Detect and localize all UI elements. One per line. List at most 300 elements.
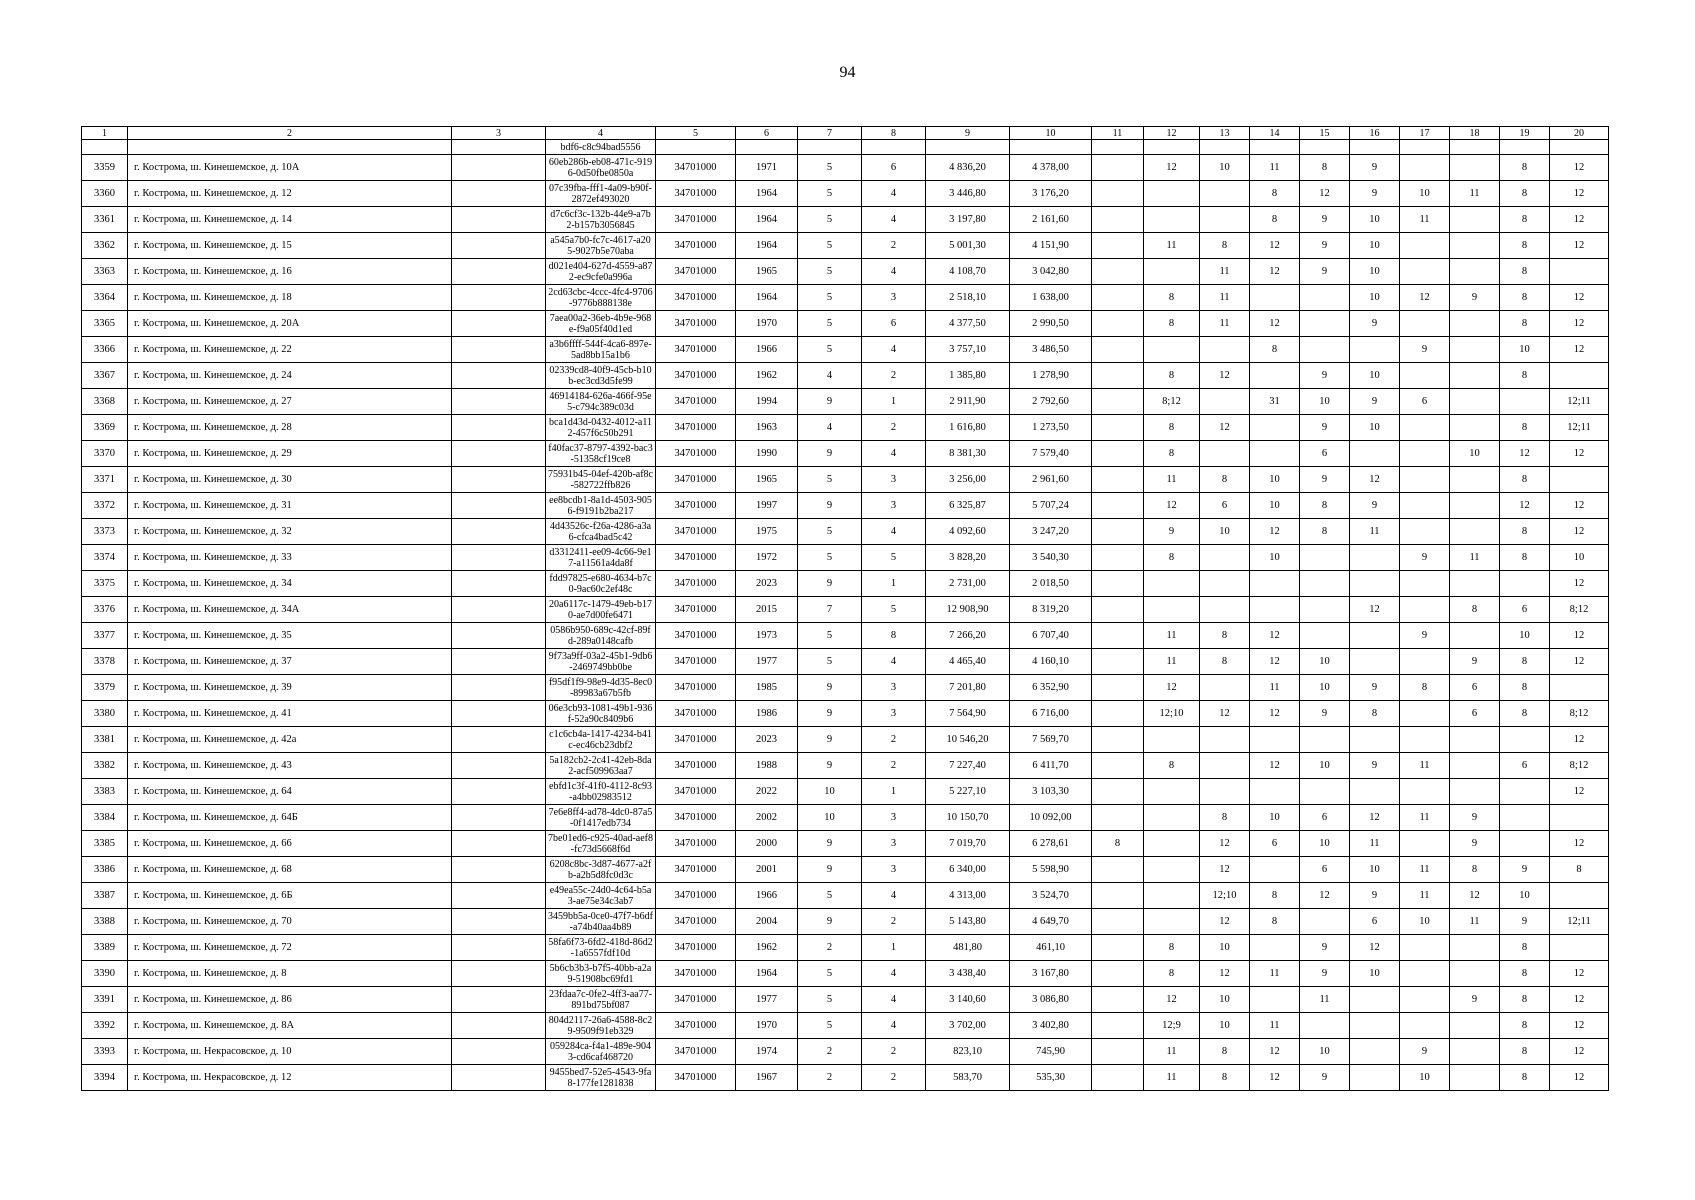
total-area-cell: 6 340,00 bbox=[926, 857, 1010, 883]
row-number-cell: 3383 bbox=[82, 779, 128, 805]
c13-cell: 11 bbox=[1200, 285, 1250, 311]
c11-cell bbox=[1092, 623, 1144, 649]
c12-cell: 8 bbox=[1144, 415, 1200, 441]
oktmo-cell: 34701000 bbox=[656, 285, 736, 311]
col3-cell bbox=[452, 779, 546, 805]
c11-cell bbox=[1092, 675, 1144, 701]
c13-cell bbox=[1200, 207, 1250, 233]
column-number-15: 15 bbox=[1300, 127, 1350, 140]
table-row bbox=[82, 961, 1609, 987]
total-area-cell: 2 731,00 bbox=[926, 571, 1010, 597]
year-cell: 1994 bbox=[736, 389, 798, 415]
c17-cell: 9 bbox=[1400, 545, 1450, 571]
total-area-cell: 5 143,80 bbox=[926, 909, 1010, 935]
floors-cell: 5 bbox=[798, 519, 862, 545]
column-number-7: 7 bbox=[798, 127, 862, 140]
c11-cell bbox=[1092, 181, 1144, 207]
c12-cell: 12;10 bbox=[1144, 701, 1200, 727]
living-area-cell: 461,10 bbox=[1010, 935, 1092, 961]
table-row bbox=[82, 285, 1609, 311]
c15-cell: 9 bbox=[1300, 207, 1350, 233]
c15-cell: 9 bbox=[1300, 701, 1350, 727]
c20-cell: 12 bbox=[1550, 155, 1609, 181]
c16-cell bbox=[1350, 545, 1400, 571]
c11-cell bbox=[1092, 259, 1144, 285]
row-number-cell: 3385 bbox=[82, 831, 128, 857]
c16-cell: 12 bbox=[1350, 805, 1400, 831]
c13-cell: 10 bbox=[1200, 155, 1250, 181]
c20-cell: 12 bbox=[1550, 1065, 1609, 1091]
c15-cell: 10 bbox=[1300, 649, 1350, 675]
c20-cell: 12 bbox=[1550, 1039, 1609, 1065]
year-cell: 1967 bbox=[736, 1065, 798, 1091]
living-area-cell: 4 378,00 bbox=[1010, 155, 1092, 181]
c13-cell bbox=[1200, 545, 1250, 571]
c14-cell bbox=[1250, 285, 1300, 311]
row-number-cell: 3381 bbox=[82, 727, 128, 753]
col3-cell bbox=[452, 1065, 546, 1091]
c12-cell: 8;12 bbox=[1144, 389, 1200, 415]
guid-cell: f95df1f9-98e9-4d35-8ec0-89983a67b5fb bbox=[546, 675, 656, 701]
c11-cell bbox=[1092, 909, 1144, 935]
total-area-cell: 7 201,80 bbox=[926, 675, 1010, 701]
c12-cell bbox=[1144, 831, 1200, 857]
guid-cell: bdf6-c8c94bad5556 bbox=[546, 140, 656, 155]
row-number-cell: 3387 bbox=[82, 883, 128, 909]
c18-cell: 9 bbox=[1450, 805, 1500, 831]
year-cell: 1970 bbox=[736, 311, 798, 337]
living-area-cell: 2 161,60 bbox=[1010, 207, 1092, 233]
row-number-cell: 3359 bbox=[82, 155, 128, 181]
floors-cell: 5 bbox=[798, 961, 862, 987]
living-area-cell: 3 524,70 bbox=[1010, 883, 1092, 909]
address-cell: г. Кострома, ш. Кинешемское, д. 8А bbox=[128, 1013, 452, 1039]
c18-cell bbox=[1450, 493, 1500, 519]
c14-cell bbox=[1250, 727, 1300, 753]
row-number-cell: 3363 bbox=[82, 259, 128, 285]
c11-cell bbox=[1092, 961, 1144, 987]
living-area-cell: 8 319,20 bbox=[1010, 597, 1092, 623]
entrances-cell: 3 bbox=[862, 857, 926, 883]
year-cell: 2023 bbox=[736, 571, 798, 597]
c19-cell: 8 bbox=[1500, 415, 1550, 441]
c14-cell bbox=[1250, 415, 1300, 441]
guid-cell: 6208c8bc-3d87-4677-a2fb-a2b5d8fc0d3c bbox=[546, 857, 656, 883]
c11-cell bbox=[1092, 1065, 1144, 1091]
c13-cell: 6 bbox=[1200, 493, 1250, 519]
column-number-1: 1 bbox=[82, 127, 128, 140]
c18-cell bbox=[1450, 311, 1500, 337]
total-area-cell: 5 227,10 bbox=[926, 779, 1010, 805]
col3-cell bbox=[452, 805, 546, 831]
floors-cell: 9 bbox=[798, 753, 862, 779]
guid-cell: 0586b950-689c-42cf-89fd-289a0148cafb bbox=[546, 623, 656, 649]
c20-cell: 10 bbox=[1550, 545, 1609, 571]
entrances-cell: 3 bbox=[862, 805, 926, 831]
c14-cell: 6 bbox=[1250, 831, 1300, 857]
c11-cell bbox=[1092, 597, 1144, 623]
entrances-cell: 2 bbox=[862, 909, 926, 935]
c20-cell: 12 bbox=[1550, 519, 1609, 545]
floors-cell: 2 bbox=[798, 1065, 862, 1091]
c17-cell bbox=[1400, 441, 1450, 467]
c18-cell: 11 bbox=[1450, 545, 1500, 571]
entrances-cell: 3 bbox=[862, 285, 926, 311]
guid-cell: 3459bb5a-0ce0-47f7-b6df-a74b40aa4b89 bbox=[546, 909, 656, 935]
floors-cell: 5 bbox=[798, 233, 862, 259]
guid-cell: 804d2117-26a6-4588-8c29-9509f91eb329 bbox=[546, 1013, 656, 1039]
c15-cell: 9 bbox=[1300, 961, 1350, 987]
col3-cell bbox=[452, 363, 546, 389]
c12-cell: 12 bbox=[1144, 155, 1200, 181]
address-cell: г. Кострома, ш. Кинешемское, д. 64 bbox=[128, 779, 452, 805]
c20-cell bbox=[1550, 363, 1609, 389]
address-cell: г. Кострома, ш. Кинешемское, д. 33 bbox=[128, 545, 452, 571]
c19-cell: 8 bbox=[1500, 545, 1550, 571]
oktmo-cell: 34701000 bbox=[656, 441, 736, 467]
oktmo-cell: 34701000 bbox=[656, 467, 736, 493]
entrances-cell: 4 bbox=[862, 1013, 926, 1039]
c12-cell: 11 bbox=[1144, 623, 1200, 649]
floors-cell: 10 bbox=[798, 779, 862, 805]
c14-cell: 12 bbox=[1250, 623, 1300, 649]
c17-cell bbox=[1400, 363, 1450, 389]
floors-cell: 5 bbox=[798, 883, 862, 909]
c19-cell: 8 bbox=[1500, 961, 1550, 987]
c14-cell bbox=[1250, 441, 1300, 467]
c19-cell: 8 bbox=[1500, 649, 1550, 675]
year-cell: 1977 bbox=[736, 987, 798, 1013]
living-area-cell: 2 792,60 bbox=[1010, 389, 1092, 415]
total-area-cell: 3 828,20 bbox=[926, 545, 1010, 571]
c17-cell bbox=[1400, 493, 1450, 519]
c14-cell: 12 bbox=[1250, 701, 1300, 727]
c17-cell bbox=[1400, 155, 1450, 181]
col3-cell bbox=[452, 961, 546, 987]
c20-cell: 12 bbox=[1550, 207, 1609, 233]
col3-cell bbox=[452, 493, 546, 519]
c11-cell bbox=[1092, 779, 1144, 805]
c17-cell bbox=[1400, 571, 1450, 597]
row-number-cell: 3371 bbox=[82, 467, 128, 493]
address-cell: г. Кострома, ш. Кинешемское, д. 41 bbox=[128, 701, 452, 727]
address-cell: г. Кострома, ш. Кинешемское, д. 8 bbox=[128, 961, 452, 987]
address-cell: г. Кострома, ш. Кинешемское, д. 12 bbox=[128, 181, 452, 207]
c15-cell bbox=[1300, 545, 1350, 571]
c17-cell bbox=[1400, 467, 1450, 493]
year-cell: 1963 bbox=[736, 415, 798, 441]
c19-cell: 8 bbox=[1500, 935, 1550, 961]
address-cell: г. Кострома, ш. Кинешемское, д. 34 bbox=[128, 571, 452, 597]
c16-cell: 12 bbox=[1350, 467, 1400, 493]
c13-cell bbox=[1200, 181, 1250, 207]
c16-cell: 9 bbox=[1350, 155, 1400, 181]
c15-cell: 9 bbox=[1300, 1065, 1350, 1091]
year-cell: 1962 bbox=[736, 363, 798, 389]
total-area-cell: 1 385,80 bbox=[926, 363, 1010, 389]
c12-cell: 8 bbox=[1144, 935, 1200, 961]
c13-cell bbox=[1200, 675, 1250, 701]
guid-cell: 4d43526c-f26a-4286-a3a6-cfca4bad5c42 bbox=[546, 519, 656, 545]
c19-cell: 8 bbox=[1500, 1013, 1550, 1039]
c17-cell: 11 bbox=[1400, 857, 1450, 883]
c13-cell: 12 bbox=[1200, 831, 1250, 857]
c18-cell: 8 bbox=[1450, 597, 1500, 623]
total-area-cell: 7 564,90 bbox=[926, 701, 1010, 727]
guid-cell: a545a7b0-fc7c-4617-a205-9027b5e70aba bbox=[546, 233, 656, 259]
year-cell: 1965 bbox=[736, 467, 798, 493]
guid-cell: 9455bed7-52e5-4543-9fa8-177fe1281838 bbox=[546, 1065, 656, 1091]
c17-cell: 8 bbox=[1400, 675, 1450, 701]
guid-cell: d3312411-ee09-4c66-9e17-a11561a4da8f bbox=[546, 545, 656, 571]
row-number-cell: 3376 bbox=[82, 597, 128, 623]
guid-cell: c1c6cb4a-1417-4234-b41c-ec46cb23dbf2 bbox=[546, 727, 656, 753]
entrances-cell: 2 bbox=[862, 363, 926, 389]
entrances-cell: 4 bbox=[862, 181, 926, 207]
c12-cell bbox=[1144, 883, 1200, 909]
living-area-cell: 3 247,20 bbox=[1010, 519, 1092, 545]
c20-cell: 12;11 bbox=[1550, 415, 1609, 441]
c15-cell: 9 bbox=[1300, 467, 1350, 493]
c16-cell: 10 bbox=[1350, 961, 1400, 987]
c15-cell: 8 bbox=[1300, 519, 1350, 545]
table-row bbox=[82, 1065, 1609, 1091]
c17-cell: 10 bbox=[1400, 909, 1450, 935]
c20-cell: 12 bbox=[1550, 961, 1609, 987]
c17-cell bbox=[1400, 727, 1450, 753]
year-cell: 1964 bbox=[736, 961, 798, 987]
c14-cell: 8 bbox=[1250, 337, 1300, 363]
c20-cell bbox=[1550, 883, 1609, 909]
oktmo-cell: 34701000 bbox=[656, 415, 736, 441]
c16-cell: 10 bbox=[1350, 207, 1400, 233]
c19-cell: 8 bbox=[1500, 987, 1550, 1013]
row-number-cell: 3388 bbox=[82, 909, 128, 935]
table-row bbox=[82, 857, 1609, 883]
entrances-cell: 4 bbox=[862, 259, 926, 285]
total-area-cell: 7 266,20 bbox=[926, 623, 1010, 649]
living-area-cell: 3 086,80 bbox=[1010, 987, 1092, 1013]
c13-cell bbox=[1200, 571, 1250, 597]
c15-cell: 9 bbox=[1300, 259, 1350, 285]
c17-cell bbox=[1400, 415, 1450, 441]
oktmo-cell: 34701000 bbox=[656, 805, 736, 831]
c14-cell: 11 bbox=[1250, 155, 1300, 181]
c11-cell bbox=[1092, 987, 1144, 1013]
total-area-cell: 823,10 bbox=[926, 1039, 1010, 1065]
oktmo-cell: 34701000 bbox=[656, 207, 736, 233]
c11-cell bbox=[1092, 727, 1144, 753]
entrances-cell: 6 bbox=[862, 155, 926, 181]
row-number-cell: 3369 bbox=[82, 415, 128, 441]
c11-cell bbox=[1092, 649, 1144, 675]
table-row bbox=[82, 675, 1609, 701]
column-number-18: 18 bbox=[1450, 127, 1500, 140]
c13-cell: 12 bbox=[1200, 857, 1250, 883]
address-cell: г. Кострома, ш. Кинешемское, д. 24 bbox=[128, 363, 452, 389]
address-cell: г. Кострома, ш. Кинешемское, д. 68 bbox=[128, 857, 452, 883]
c15-cell bbox=[1300, 285, 1350, 311]
table-row bbox=[82, 389, 1609, 415]
c12-cell: 11 bbox=[1144, 1039, 1200, 1065]
c11-cell bbox=[1092, 467, 1144, 493]
c11-cell bbox=[1092, 935, 1144, 961]
table-row bbox=[82, 753, 1609, 779]
year-cell: 1971 bbox=[736, 155, 798, 181]
entrances-cell: 2 bbox=[862, 1065, 926, 1091]
col3-cell bbox=[452, 441, 546, 467]
living-area-cell: 1 278,90 bbox=[1010, 363, 1092, 389]
c14-cell: 8 bbox=[1250, 181, 1300, 207]
floors-cell: 5 bbox=[798, 467, 862, 493]
floors-cell: 9 bbox=[798, 441, 862, 467]
c16-cell bbox=[1350, 441, 1400, 467]
total-area-cell: 2 911,90 bbox=[926, 389, 1010, 415]
c13-cell: 10 bbox=[1200, 987, 1250, 1013]
c11-cell bbox=[1092, 415, 1144, 441]
year-cell: 1970 bbox=[736, 1013, 798, 1039]
floors-cell: 2 bbox=[798, 1039, 862, 1065]
c19-cell: 10 bbox=[1500, 337, 1550, 363]
c13-cell: 8 bbox=[1200, 467, 1250, 493]
c17-cell: 10 bbox=[1400, 181, 1450, 207]
c20-cell: 12 bbox=[1550, 571, 1609, 597]
entrances-cell: 4 bbox=[862, 207, 926, 233]
col3-cell bbox=[452, 1039, 546, 1065]
c16-cell bbox=[1350, 727, 1400, 753]
c11-cell bbox=[1092, 493, 1144, 519]
table-row-continuation bbox=[82, 140, 1609, 155]
c17-cell: 11 bbox=[1400, 883, 1450, 909]
c19-cell bbox=[1500, 831, 1550, 857]
c14-cell: 10 bbox=[1250, 493, 1300, 519]
c11-cell: 8 bbox=[1092, 831, 1144, 857]
c14-cell bbox=[1250, 597, 1300, 623]
col3-cell bbox=[452, 155, 546, 181]
c13-cell: 12 bbox=[1200, 701, 1250, 727]
c16-cell bbox=[1350, 649, 1400, 675]
total-area-cell: 4 092,60 bbox=[926, 519, 1010, 545]
col3-cell bbox=[452, 649, 546, 675]
c13-cell bbox=[1200, 727, 1250, 753]
c19-cell: 8 bbox=[1500, 207, 1550, 233]
col3-cell bbox=[452, 467, 546, 493]
floors-cell: 9 bbox=[798, 909, 862, 935]
c20-cell: 12;11 bbox=[1550, 909, 1609, 935]
floors-cell: 9 bbox=[798, 727, 862, 753]
living-area-cell: 5 707,24 bbox=[1010, 493, 1092, 519]
c19-cell: 8 bbox=[1500, 701, 1550, 727]
c17-cell bbox=[1400, 259, 1450, 285]
c18-cell: 9 bbox=[1450, 831, 1500, 857]
address-cell: г. Кострома, ш. Кинешемское, д. 72 bbox=[128, 935, 452, 961]
c19-cell: 8 bbox=[1500, 311, 1550, 337]
c13-cell: 8 bbox=[1200, 805, 1250, 831]
table-row bbox=[82, 883, 1609, 909]
row-number-cell: 3360 bbox=[82, 181, 128, 207]
guid-cell: 059284ca-f4a1-489e-9043-cd6caf468720 bbox=[546, 1039, 656, 1065]
col3-cell bbox=[452, 753, 546, 779]
address-cell: г. Кострома, ш. Кинешемское, д. 43 bbox=[128, 753, 452, 779]
address-cell: г. Кострома, ш. Кинешемское, д. 86 bbox=[128, 987, 452, 1013]
row-number-cell: 3366 bbox=[82, 337, 128, 363]
row-number-cell: 3394 bbox=[82, 1065, 128, 1091]
floors-cell: 2 bbox=[798, 935, 862, 961]
col3-cell bbox=[452, 935, 546, 961]
entrances-cell: 1 bbox=[862, 389, 926, 415]
address-cell: г. Кострома, ш. Кинешемское, д. 28 bbox=[128, 415, 452, 441]
c20-cell: 12 bbox=[1550, 623, 1609, 649]
c20-cell bbox=[1550, 467, 1609, 493]
living-area-cell: 4 649,70 bbox=[1010, 909, 1092, 935]
c13-cell: 8 bbox=[1200, 1065, 1250, 1091]
c17-cell bbox=[1400, 1013, 1450, 1039]
c11-cell bbox=[1092, 337, 1144, 363]
year-cell: 1977 bbox=[736, 649, 798, 675]
c17-cell bbox=[1400, 961, 1450, 987]
oktmo-cell: 34701000 bbox=[656, 389, 736, 415]
c13-cell bbox=[1200, 597, 1250, 623]
living-area-cell: 1 638,00 bbox=[1010, 285, 1092, 311]
c15-cell: 12 bbox=[1300, 181, 1350, 207]
c19-cell: 8 bbox=[1500, 259, 1550, 285]
c19-cell: 8 bbox=[1500, 181, 1550, 207]
c20-cell: 12 bbox=[1550, 987, 1609, 1013]
floors-cell: 9 bbox=[798, 493, 862, 519]
c16-cell: 10 bbox=[1350, 259, 1400, 285]
guid-cell: 7aea00a2-36eb-4b9e-968e-f9a05f40d1ed bbox=[546, 311, 656, 337]
c13-cell: 10 bbox=[1200, 1013, 1250, 1039]
guid-cell: 5a182cb2-2c41-42eb-8da2-acf509963aa7 bbox=[546, 753, 656, 779]
floors-cell: 9 bbox=[798, 571, 862, 597]
c19-cell: 8 bbox=[1500, 467, 1550, 493]
c12-cell: 12;9 bbox=[1144, 1013, 1200, 1039]
oktmo-cell: 34701000 bbox=[656, 155, 736, 181]
c16-cell bbox=[1350, 1065, 1400, 1091]
col3-cell bbox=[452, 623, 546, 649]
entrances-cell: 4 bbox=[862, 441, 926, 467]
c19-cell: 10 bbox=[1500, 623, 1550, 649]
entrances-cell: 1 bbox=[862, 935, 926, 961]
c18-cell: 8 bbox=[1450, 857, 1500, 883]
row-number-cell: 3374 bbox=[82, 545, 128, 571]
c15-cell bbox=[1300, 1013, 1350, 1039]
c20-cell bbox=[1550, 259, 1609, 285]
row-number-cell: 3370 bbox=[82, 441, 128, 467]
oktmo-cell: 34701000 bbox=[656, 311, 736, 337]
c17-cell bbox=[1400, 597, 1450, 623]
row-number-cell: 3378 bbox=[82, 649, 128, 675]
c18-cell: 11 bbox=[1450, 909, 1500, 935]
table-row bbox=[82, 415, 1609, 441]
c16-cell: 9 bbox=[1350, 675, 1400, 701]
total-area-cell: 8 381,30 bbox=[926, 441, 1010, 467]
c11-cell bbox=[1092, 441, 1144, 467]
column-number-13: 13 bbox=[1200, 127, 1250, 140]
c17-cell bbox=[1400, 935, 1450, 961]
c12-cell: 11 bbox=[1144, 1065, 1200, 1091]
row-number-cell: 3389 bbox=[82, 935, 128, 961]
c19-cell: 8 bbox=[1500, 155, 1550, 181]
c18-cell: 6 bbox=[1450, 701, 1500, 727]
floors-cell: 5 bbox=[798, 285, 862, 311]
row-number-cell: 3380 bbox=[82, 701, 128, 727]
c15-cell bbox=[1300, 597, 1350, 623]
row-number-cell: 3386 bbox=[82, 857, 128, 883]
c12-cell: 11 bbox=[1144, 467, 1200, 493]
c16-cell: 12 bbox=[1350, 597, 1400, 623]
year-cell: 1974 bbox=[736, 1039, 798, 1065]
